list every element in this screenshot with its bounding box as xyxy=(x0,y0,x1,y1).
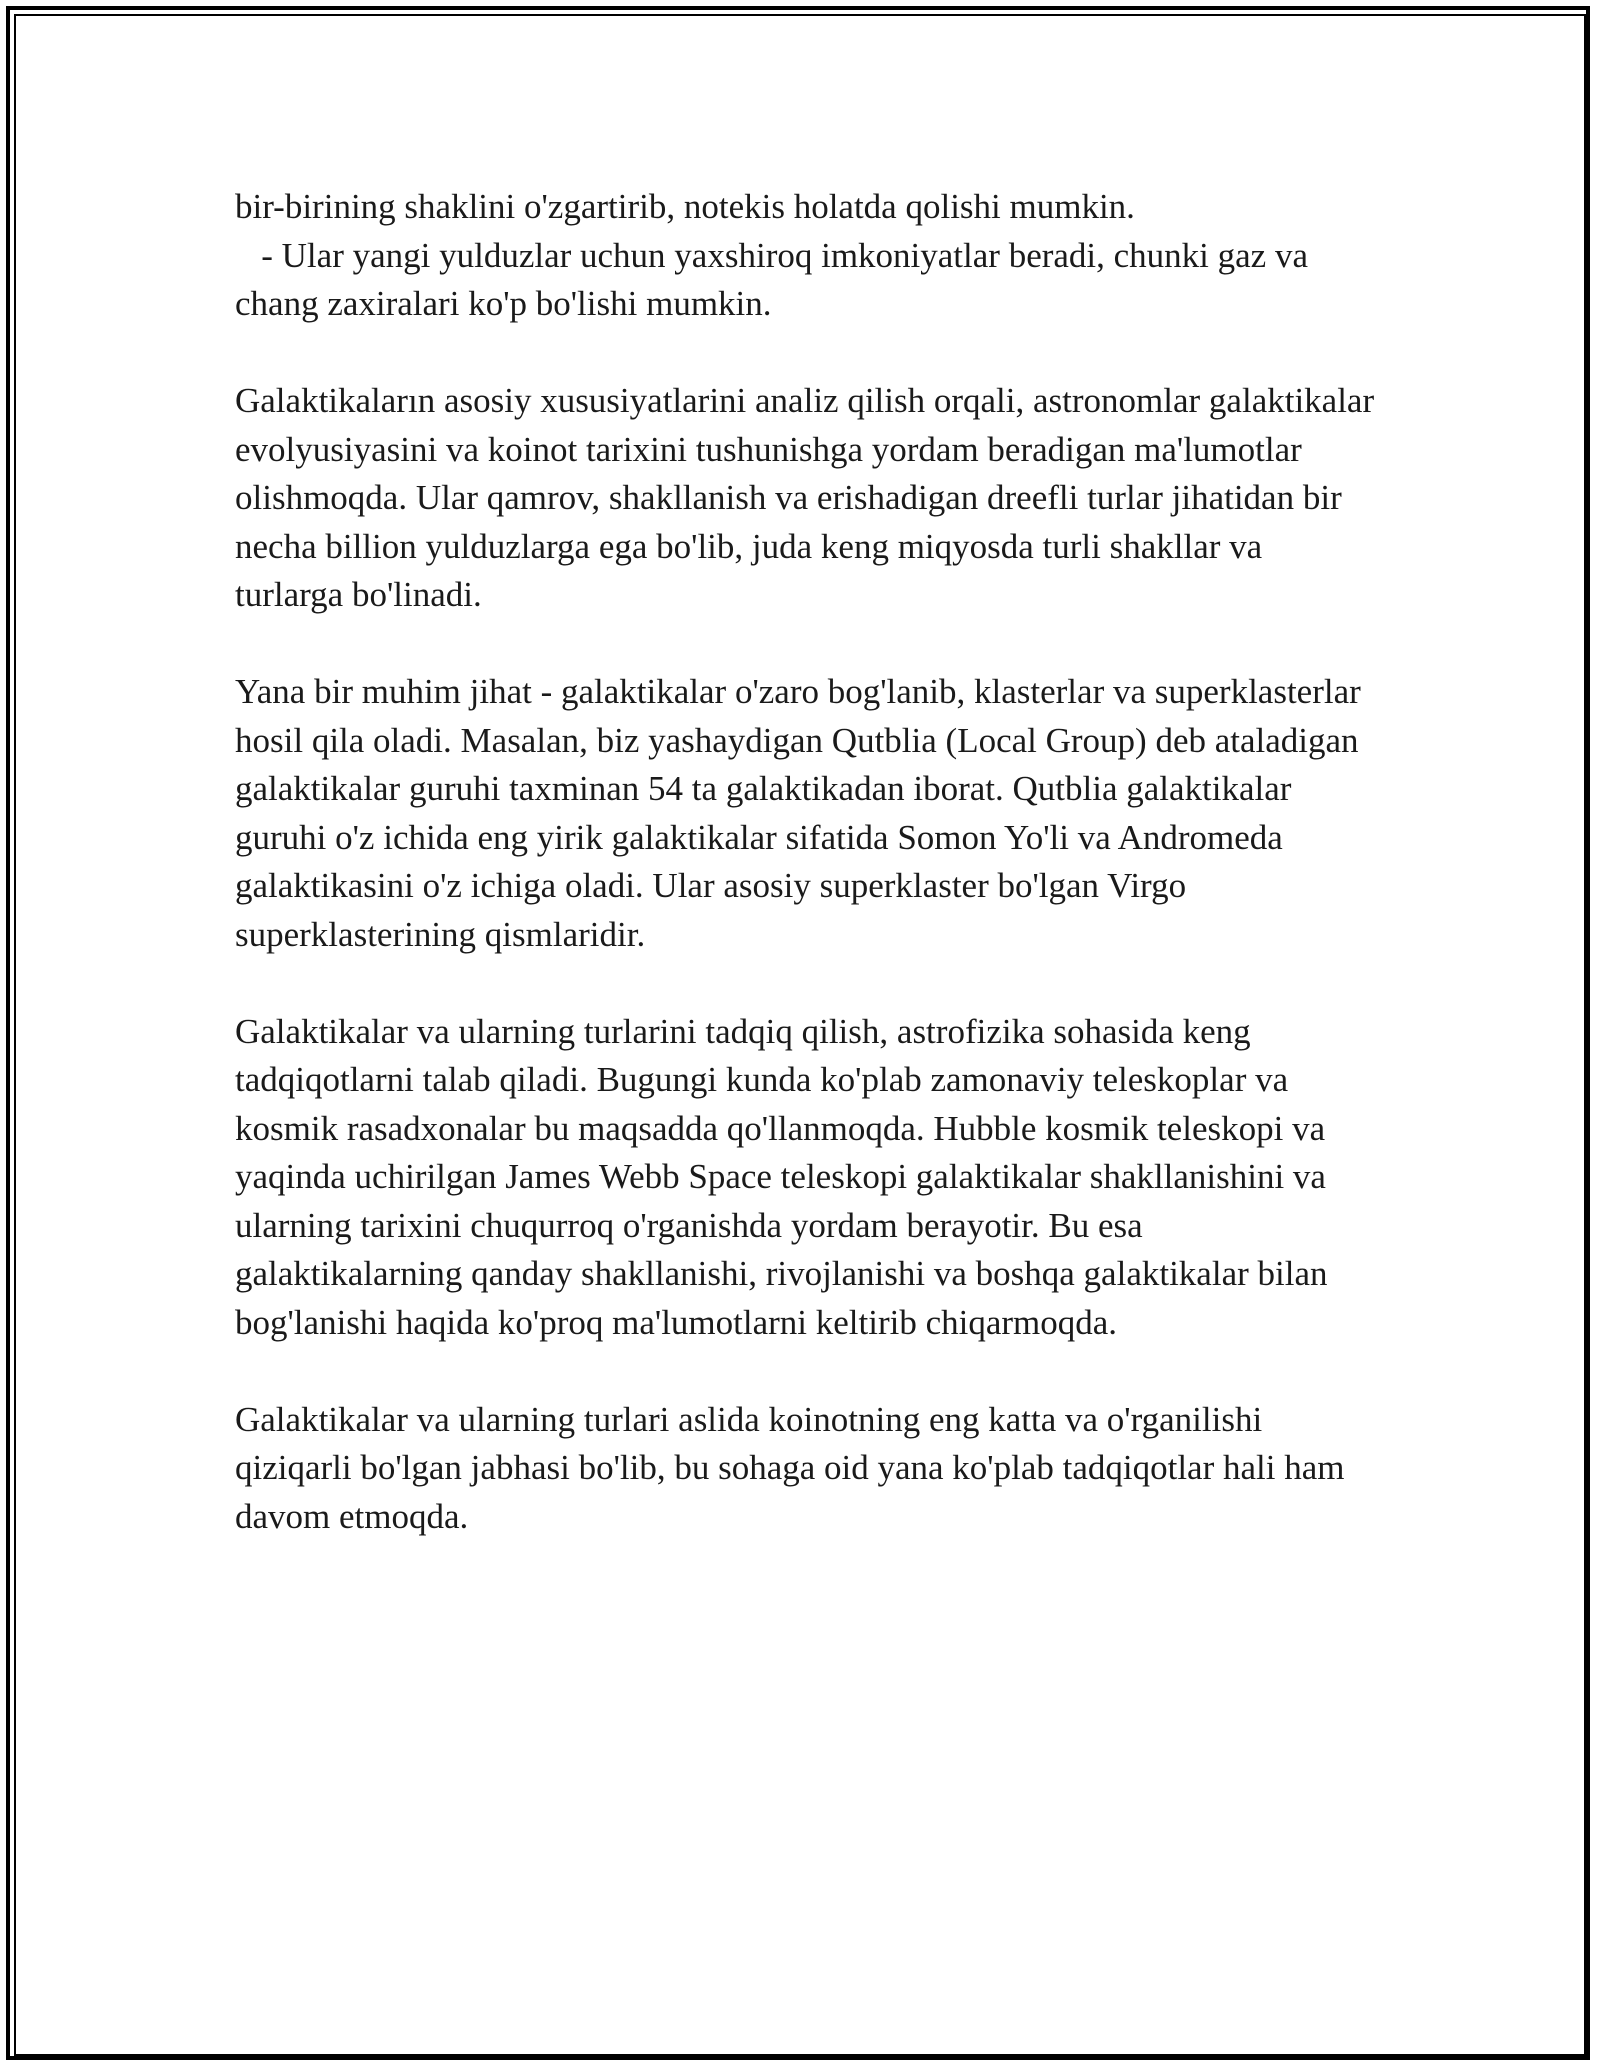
document-body xyxy=(235,183,1383,1541)
paragraph-4: Galaktikalar va ularning turlarini tadqiq qilish, astrofizika sohasida keng tadqiqotlarni talab qiladi. Bugungi kunda ko'plab zamonaviy teleskoplar va kosmik rasadxonalar bu maqsadda qo'llanmoqda. Hubble kosmik teleskopi va yaqinda uchirilgan James Webb Space teleskopi galaktikalar shakllanishini va ularning tarixini chuqurroq o'rganishda yordam berayotir. Bu esa galaktikalarning qanday shakllanishi, rivojlanishi va boshqa galaktikalar bilan bog'lanishi haqida ko'proq ma'lumotlarni keltirib chiqarmoqda. xyxy=(235,1011,1337,1342)
paragraph-1: bir-birining shaklini o'zgartirib, notekis holatda qolishi mumkin. - Ular yangi yulduzlar uchun yaxshiroq imkoniyatlar beradi, chunki gaz va chang zaxiralari ko'p bo'lishi mumkin. xyxy=(235,187,1309,323)
paragraph-5: Galaktikalar va ularning turlari aslida koinotning eng katta va o'rganilishi qiziqarli bo'lgan jabhasi bo'lib, bu sohaga oid yana ko'plab tadqiqotlar hali ham davom etmoqda. xyxy=(235,1399,1354,1536)
paragraph-2: Galaktikaların asosiy xususiyatlarini analiz qilish orqali, astronomlar galaktikalar evolyusiyasini va koinot tarixini tushunishga yordam beradigan ma'lumotlar olishmoqda. Ular qamrov, shakllanish va erishadigan dreefli turlar jihatidan bir necha billion yulduzlarga ega bo'lib, juda keng miqyosda turli shakllar va turlarga bo'linadi. xyxy=(235,381,1383,614)
paragraph-3: Yana bir muhim jihat - galaktikalar o'zaro bog'lanib, klasterlar va superklasterlar hosil qila oladi. Masalan, biz yashaydigan Qutblia (Local Group) deb ataladigan galaktikalar guruhi taxminan 54 ta galaktikadan iborat. Qutblia galaktikalar guruhi o'z ichida eng yirik galaktikalar sifatida Somon Yo'li va Andromeda galaktikasini o'z ichiga oladi. Ular asosiy superklaster bo'lgan Virgo superklasterining qismlaridir. xyxy=(235,672,1370,954)
